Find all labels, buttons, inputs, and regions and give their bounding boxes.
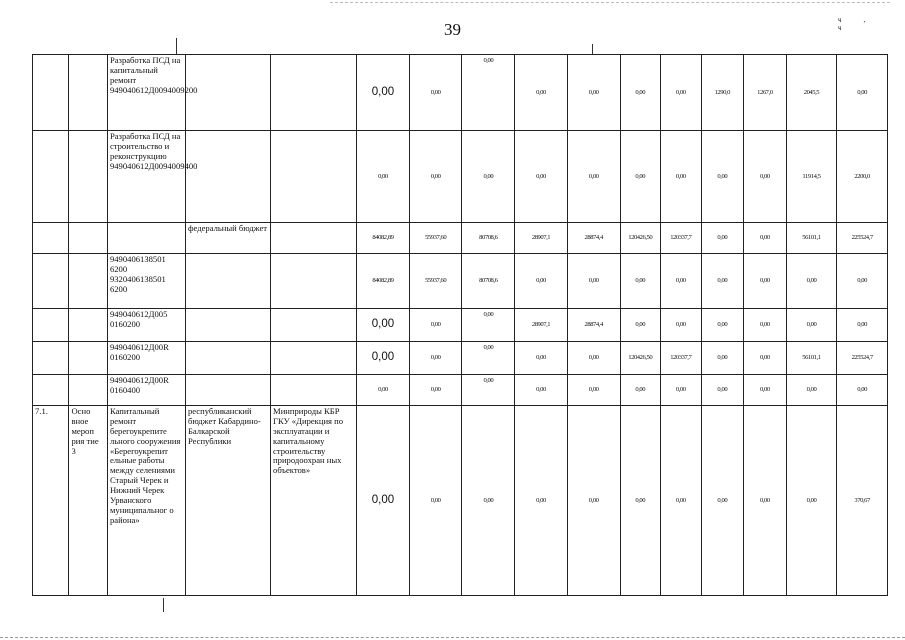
table-row (33, 223, 888, 254)
value-cell: 0,00 (409, 309, 462, 342)
value-cell: 0,00 (515, 375, 568, 406)
value-cell: 28907,1 (515, 309, 568, 342)
value-cell: 370,67 (837, 406, 888, 596)
value-cell: 11914,5 (786, 131, 837, 223)
value-cell: 1267,0 (744, 55, 787, 131)
value-cell: 0,00 (357, 131, 410, 223)
value-cell: 0,00 (786, 309, 837, 342)
value-cell: 0,00 (701, 223, 744, 254)
row-type-cell (69, 131, 107, 223)
scan-tick-mark (163, 598, 164, 612)
value-cell: 0,00 (661, 309, 702, 342)
value-cell: 0,00 (515, 406, 568, 596)
budget-source-cell (185, 309, 270, 342)
value-cell: 1290,0 (701, 55, 744, 131)
executor-cell (271, 342, 357, 375)
value-cell: 0,00 (701, 406, 744, 596)
value-cell: 0,00 (620, 131, 661, 223)
budget-source-cell (185, 254, 270, 309)
executor-cell (271, 375, 357, 406)
value-cell: 0,00 (661, 55, 702, 131)
row-number-cell (33, 375, 69, 406)
value-cell: 0,00 (701, 375, 744, 406)
value-cell: 0,00 (567, 55, 620, 131)
table-row (33, 254, 888, 309)
row-type-cell (69, 309, 107, 342)
table-row (33, 131, 888, 223)
value-cell: 0,00 (786, 406, 837, 596)
row-type-cell (69, 55, 107, 131)
row-number-cell (33, 131, 69, 223)
value-cell: 225524,7 (837, 342, 888, 375)
value-cell: 0,00 (462, 55, 515, 131)
scan-tick-mark (592, 44, 593, 54)
scan-edge-top (330, 2, 890, 3)
value-cell: 0,00 (357, 342, 410, 375)
row-type-cell (69, 342, 107, 375)
value-cell: 0,00 (620, 309, 661, 342)
table-row (33, 309, 888, 342)
measure-name-cell: Разработка ПСД на капитальный ремонт 949040612Д0094009200 (107, 55, 185, 131)
budget-source-cell: республиканский бюджет Кабардино-Балкарской Республики (185, 406, 270, 596)
value-cell: 84082,89 (357, 254, 410, 309)
value-cell: 0,00 (661, 254, 702, 309)
executor-cell (271, 309, 357, 342)
value-cell: 0,00 (515, 254, 568, 309)
value-cell: 0,00 (409, 342, 462, 375)
value-cell: 0,00 (744, 131, 787, 223)
value-cell: 0,00 (462, 131, 515, 223)
value-cell: 120426,50 (620, 342, 661, 375)
value-cell: 0,00 (786, 254, 837, 309)
value-cell: 80708,6 (462, 223, 515, 254)
measure-name-cell: 94904061З8501 6200 9320406138501 6200 (107, 254, 185, 309)
value-cell: 2045,5 (786, 55, 837, 131)
value-cell: 0,00 (786, 375, 837, 406)
value-cell: 0,00 (620, 55, 661, 131)
measure-name-cell: 949040612Д005 0160200 (107, 309, 185, 342)
measure-name-cell (107, 223, 185, 254)
executor-cell (271, 254, 357, 309)
value-cell: 0,00 (567, 375, 620, 406)
budget-source-cell: федеральный бюджет (185, 223, 270, 254)
row-type-cell (69, 375, 107, 406)
budget-table (32, 54, 888, 596)
row-number-cell (33, 254, 69, 309)
value-cell: 0,00 (620, 254, 661, 309)
value-cell: 225524,7 (837, 223, 888, 254)
value-cell: 0,00 (701, 342, 744, 375)
value-cell: 0,00 (701, 309, 744, 342)
executor-cell: Минприроды КБР ГКУ «Дирекция по эксплуатации и капитальному строительству природоохран ных объектов» (271, 406, 357, 596)
value-cell: 0,00 (837, 309, 888, 342)
value-cell: 0,00 (357, 55, 410, 131)
row-number-cell: 7.1. (33, 406, 69, 596)
measure-name-cell: 949040612Д00R 0160200 (107, 342, 185, 375)
value-cell: 0,00 (567, 131, 620, 223)
scan-tick-mark (176, 38, 177, 54)
value-cell: 56101,1 (786, 223, 837, 254)
value-cell: 0,00 (462, 406, 515, 596)
value-cell: 120337,7 (661, 342, 702, 375)
value-cell: 0,00 (620, 375, 661, 406)
measure-name-cell: Разработка ПСД на строительство и реконструкцию 949040612Д0094009400 (107, 131, 185, 223)
value-cell: 55937,60 (409, 254, 462, 309)
measure-name-cell: Капитальный ремонт берегоукрепите льного сооружения «Берегоукрепит ельные работы между селениями Старый Черек и Нижний Черек Урванского муниципальног о района» (107, 406, 185, 596)
value-cell: 0,00 (744, 223, 787, 254)
row-number-cell (33, 342, 69, 375)
budget-source-cell (185, 342, 270, 375)
row-number-cell (33, 223, 69, 254)
value-cell: 0,00 (409, 55, 462, 131)
value-cell: 0,00 (409, 406, 462, 596)
budget-source-cell (185, 375, 270, 406)
value-cell: 0,00 (462, 309, 515, 342)
value-cell: 0,00 (744, 309, 787, 342)
value-cell: 0,00 (701, 254, 744, 309)
value-cell: 0,00 (515, 131, 568, 223)
row-type-cell: Осно вное мероп рия тие 3 (69, 406, 107, 596)
value-cell: 80708,6 (462, 254, 515, 309)
value-cell: 0,00 (357, 406, 410, 596)
value-cell: 84082,89 (357, 223, 410, 254)
value-cell: 0,00 (620, 406, 661, 596)
value-cell: 0,00 (515, 55, 568, 131)
row-type-cell (69, 254, 107, 309)
row-number-cell (33, 309, 69, 342)
table-row (33, 375, 888, 406)
value-cell: 0,00 (567, 254, 620, 309)
value-cell: 0,00 (837, 375, 888, 406)
table-row (33, 55, 888, 131)
value-cell: 0,00 (567, 342, 620, 375)
value-cell: 0,00 (661, 375, 702, 406)
executor-cell (271, 55, 357, 131)
row-type-cell (69, 223, 107, 254)
value-cell: 0,00 (409, 375, 462, 406)
value-cell: 0,00 (515, 342, 568, 375)
value-cell: 0,00 (837, 55, 888, 131)
value-cell: 0,00 (661, 131, 702, 223)
table-row (33, 342, 888, 375)
value-cell: 0,00 (357, 375, 410, 406)
value-cell: 0,00 (409, 131, 462, 223)
value-cell: 0,00 (744, 375, 787, 406)
value-cell: 0,00 (661, 406, 702, 596)
row-number-cell (33, 55, 69, 131)
budget-source-cell (185, 55, 270, 131)
value-cell: 56101,1 (786, 342, 837, 375)
value-cell: 0,00 (701, 131, 744, 223)
value-cell: 2200,0 (837, 131, 888, 223)
measure-name-cell: 949040612Д00R 0160400 (107, 375, 185, 406)
value-cell: 28874,4 (567, 309, 620, 342)
budget-source-cell (185, 131, 270, 223)
corner-marks: ч, ч (838, 16, 888, 32)
value-cell: 0,00 (744, 342, 787, 375)
page-number: 39 (444, 20, 461, 39)
scan-edge-bottom (0, 637, 905, 638)
value-cell: 0,00 (357, 309, 410, 342)
value-cell: 0,00 (744, 254, 787, 309)
value-cell: 0,00 (744, 406, 787, 596)
table-row (33, 406, 888, 596)
value-cell: 120426,50 (620, 223, 661, 254)
value-cell: 0,00 (462, 375, 515, 406)
executor-cell (271, 131, 357, 223)
value-cell: 28907,1 (515, 223, 568, 254)
value-cell: 0,00 (567, 406, 620, 596)
value-cell: 55937,60 (409, 223, 462, 254)
value-cell: 0,00 (462, 342, 515, 375)
value-cell: 28874,4 (567, 223, 620, 254)
executor-cell (271, 223, 357, 254)
value-cell: 120337,7 (661, 223, 702, 254)
value-cell: 0,00 (837, 254, 888, 309)
